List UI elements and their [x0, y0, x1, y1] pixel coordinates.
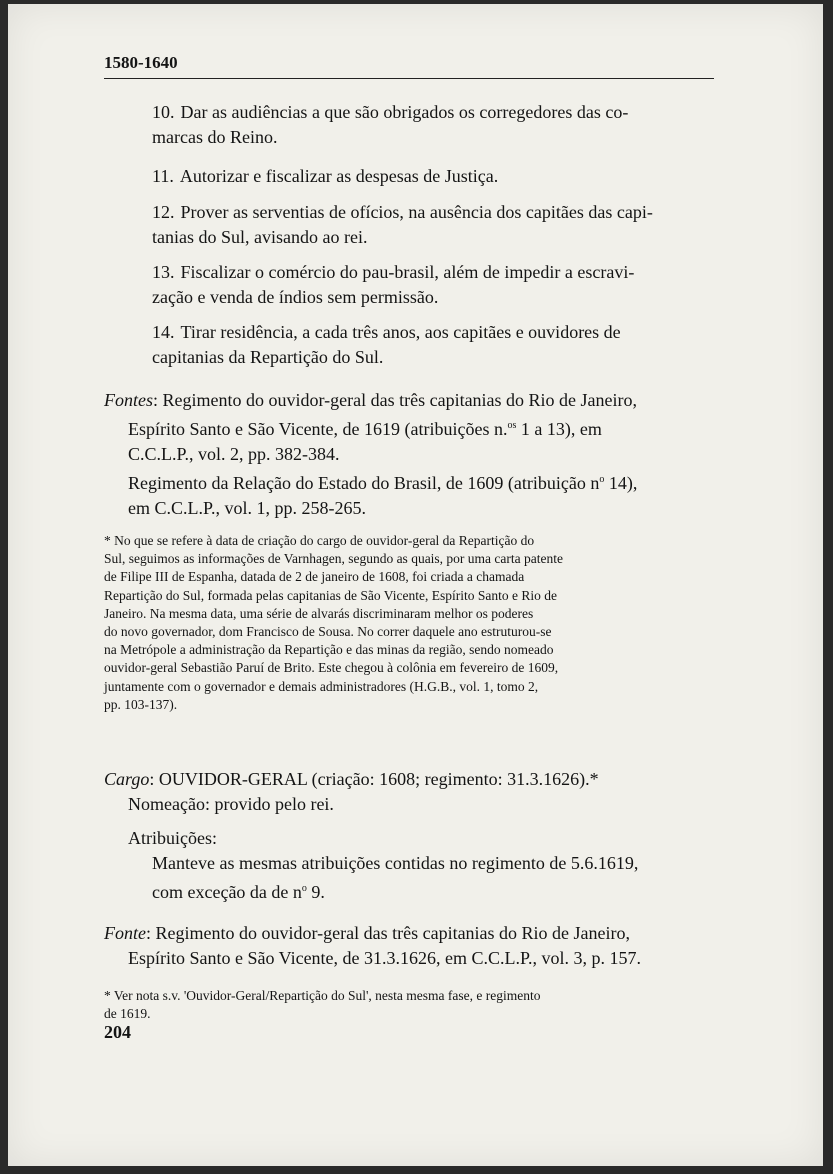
list-item [152, 164, 714, 189]
source-block: Fonte: Regimento do ouvidor-geral das três capitanias do Rio de Janeiro, Espírito Santo e São Vicente, de 31.3.1626, em C.C.L.P., vol. 3, p. 157. [104, 921, 714, 971]
item-number: 13. [152, 262, 175, 282]
footnote-line: Janeiro. Na mesma data, uma série de alvarás discriminaram melhor os poderes [104, 605, 534, 621]
footnote [104, 532, 714, 714]
header-period: 1580-1640 [104, 53, 178, 72]
sources-line: 14), [604, 473, 638, 493]
list-item [152, 200, 714, 250]
footnote-line: * No que se refere à data de criação do cargo de ouvidor-geral da Repartição do [104, 533, 535, 548]
item-number: 12. [152, 202, 175, 222]
office-attributions-text: 9. [306, 882, 325, 902]
office-block: Cargo: OUVIDOR-GERAL (criação: 1608; regimento: 31.3.1626).* Nomeação: provido pelo rei. Atribuições: Manteve as mesmas atribuições contidas no regimento de 5.6.1619, com exceção da de $n^o$ 9. [104, 767, 714, 905]
footnote-line: na Metrópole a administração da Repartição e das minas da região, sendo nomeado [104, 642, 554, 658]
footnote-line: pp. 103-137). [104, 696, 178, 712]
list-item [152, 100, 714, 150]
footnote-line: de 1619. [104, 1006, 151, 1022]
sources-block: Fontes: Regimento do ouvidor-geral das três capitanias do Rio de Janeiro, Espírito Santo e São Vicente, de 1619 (atribuições n.$^{os}$ 1 a 13), em C.C.L.P., vol. 2, pp. 382-384. Regimento da Relação do Estado do Brasil, de 1609 (atribuição $n^o$ 14), em C.C.L.P., vol. 1, pp. 258-265. [104, 388, 714, 521]
item-text-continued: marcas do Reino. [152, 127, 278, 147]
superscript: os [507, 420, 517, 431]
sources-line: em C.C.L.P., vol. 1, pp. 258-265. [128, 498, 367, 518]
office-attributions-label: Atribuições: [128, 828, 217, 848]
footnote-line: juntamente com o governador e demais administradores (H.G.B., vol. 1, tomo 2, [104, 678, 539, 694]
office-label: Cargo [104, 769, 150, 789]
sources-line: C.C.L.P., vol. 2, pp. 382-384. [128, 444, 340, 464]
item-number: 10. [152, 102, 175, 122]
sources-line: Espírito Santo e São Vicente, de 1619 (atribuições n. [128, 419, 508, 439]
sources-line: Regimento da Relação do Estado do Brasil, de 1609 (atribuição n [128, 473, 600, 493]
footnote-line: ouvidor-geral Sebastião Paruí de Brito. Este chegou à colônia em fevereiro de 1609, [104, 660, 559, 676]
sources-line: 1 a 13), em [516, 419, 602, 439]
superscript: o [599, 474, 605, 485]
source-line: Regimento do ouvidor-geral das três capitanias do Rio de Janeiro, [155, 923, 631, 943]
office-attributions-text: Manteve as mesmas atribuições contidas no regimento de 5.6.1619, [152, 853, 639, 873]
item-text: Autorizar e fiscalizar as despesas de Justiça. [179, 166, 499, 186]
source-line: Espírito Santo e São Vicente, de 31.3.1626, em C.C.L.P., vol. 3, p. 157. [128, 948, 642, 968]
item-text-continued: tanias do Sul, avisando ao rei. [152, 227, 368, 247]
running-header [104, 48, 714, 79]
sources-line: Regimento do ouvidor-geral das três capitanias do Rio de Janeiro, [162, 390, 638, 410]
list-item [152, 320, 714, 370]
item-text: Tirar residência, a cada três anos, aos capitães e ouvidores de [180, 322, 621, 342]
item-number: 11. [152, 166, 174, 186]
office-appointment: Nomeação: provido pelo rei. [128, 794, 334, 814]
footnote-line: de Filipe III de Espanha, datada de 2 de janeiro de 1608, foi criada a chamada [104, 569, 525, 585]
office-title: OUVIDOR-GERAL (criação: 1608; regimento: 31.3.1626).* [158, 769, 599, 789]
footnote-line: do novo governador, dom Francisco de Sousa. No correr daquele ano estruturou-se [104, 624, 552, 640]
source-label: Fonte [104, 923, 146, 943]
item-text: Dar as audiências a que são obrigados os corregedores das co- [180, 102, 629, 122]
item-text: Fiscalizar o comércio do pau-brasil, além de impedir a escravi- [180, 262, 635, 282]
item-text-continued: zação e venda de índios sem permissão. [152, 287, 439, 307]
sources-label: Fontes [104, 390, 153, 410]
page-number: 204 [104, 1022, 131, 1042]
book-page [8, 4, 823, 1166]
superscript: o [301, 883, 307, 894]
footnote-line: Repartição do Sul, formada pelas capitanias de São Vicente, Espírito Santo e Rio de [104, 587, 557, 603]
footnote-line: * Ver nota s.v. 'Ouvidor-Geral/Repartição do Sul', nesta mesma fase, e regimento [104, 988, 541, 1003]
item-text-continued: capitanias da Repartição do Sul. [152, 347, 384, 367]
item-number: 14. [152, 322, 175, 342]
office-attributions-text: com exceção da de n [152, 882, 302, 902]
footnote-line: Sul, seguimos as informações de Varnhagen, segundo as quais, por uma carta patente [104, 551, 563, 567]
footnote [104, 987, 714, 1023]
list-item [152, 260, 714, 310]
item-text: Prover as serventias de ofícios, na ausência dos capitães das capi- [180, 202, 653, 222]
